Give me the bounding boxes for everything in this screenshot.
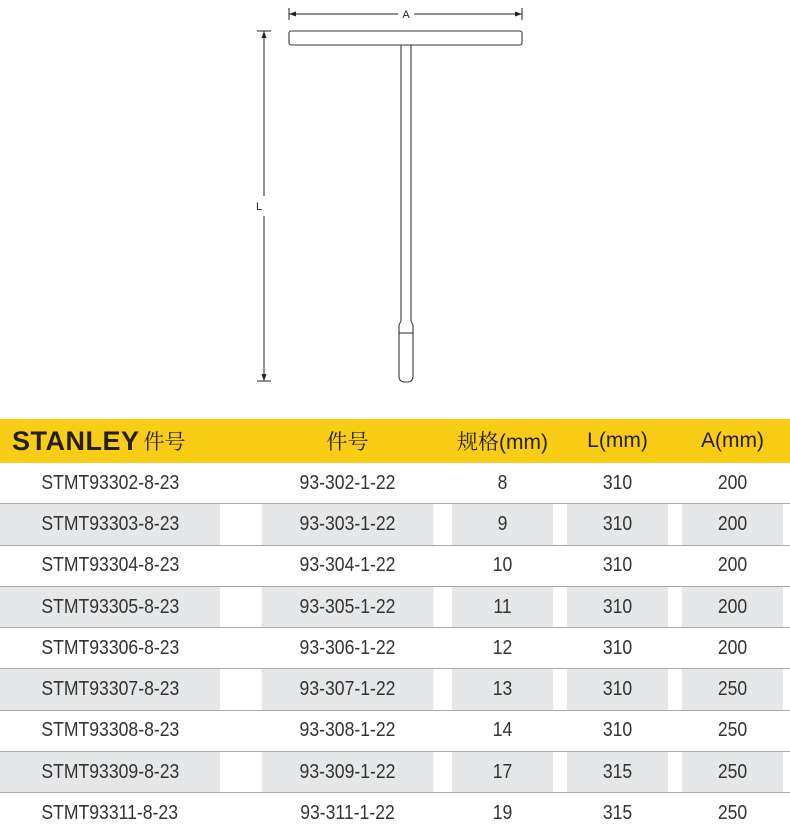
header-size: 规格(mm) — [445, 419, 560, 463]
cell-part-number: 93-303-1-22 — [262, 504, 434, 545]
cell-stanley-part-number: STMT93308-8-23 — [0, 710, 220, 751]
header-length: L(mm) — [560, 419, 675, 463]
cell-width: 200 — [682, 504, 783, 545]
cell-size: 8 — [452, 463, 553, 504]
cell-size: 10 — [452, 545, 553, 586]
cell-size: 17 — [452, 752, 553, 793]
table-row — [0, 463, 790, 504]
cell-width: 200 — [682, 545, 783, 586]
cell-width: 200 — [682, 586, 783, 627]
cell-size: 19 — [492, 802, 513, 825]
cell-width: 200 — [682, 628, 783, 669]
cell-part-number: 93-304-1-22 — [262, 545, 434, 586]
cell-stanley-part-number: STMT93305-8-23 — [0, 586, 220, 627]
cell-width: 250 — [682, 669, 783, 710]
table-row — [0, 628, 790, 669]
wrench-socket — [399, 321, 413, 382]
cell-part-number: 93-302-1-22 — [262, 463, 434, 504]
cell-stanley-part-number: STMT93307-8-23 — [0, 669, 220, 710]
cell-width: 250 — [682, 710, 783, 751]
table-row — [0, 504, 790, 545]
cell-size: 9 — [452, 504, 553, 545]
dimension-a-label: A — [402, 9, 410, 21]
table-body — [0, 463, 790, 834]
cell-part-number: 93-306-1-22 — [262, 628, 434, 669]
table-row — [0, 793, 790, 834]
header-width: A(mm) — [675, 419, 790, 463]
header-brand-part-number — [0, 419, 250, 463]
dimension-l-label: L — [256, 201, 263, 213]
spec-table — [0, 419, 790, 834]
table-row — [0, 545, 790, 586]
cell-length: 310 — [567, 710, 668, 751]
t-wrench-outline — [289, 31, 522, 382]
wrench-handle — [289, 31, 522, 45]
table-row — [0, 710, 790, 751]
cell-length: 310 — [567, 586, 668, 627]
cell-length: 310 — [567, 628, 668, 669]
cell-size: 13 — [452, 669, 553, 710]
cell-length: 315 — [602, 802, 633, 825]
cell-width: 250 — [682, 752, 783, 793]
cell-stanley-part-number: STMT93309-8-23 — [0, 752, 220, 793]
stanley-logo: STANLEY — [12, 425, 140, 456]
cell-size: 11 — [452, 586, 553, 627]
table-header-row — [0, 419, 790, 463]
cell-width: 200 — [682, 463, 783, 504]
cell-part-number: 93-307-1-22 — [262, 669, 434, 710]
table-row — [0, 586, 790, 627]
cell-stanley-part-number: STMT93304-8-23 — [0, 545, 220, 586]
t-wrench-diagram — [0, 0, 790, 400]
cell-stanley-part-number: STMT93311-8-23 — [41, 802, 178, 825]
cell-part-number: 93-308-1-22 — [262, 710, 434, 751]
wrench-shaft — [401, 45, 411, 321]
cell-stanley-part-number: STMT93303-8-23 — [0, 504, 220, 545]
cell-part-number: 93-311-1-22 — [300, 802, 395, 825]
cell-size: 14 — [452, 710, 553, 751]
cell-stanley-part-number: STMT93306-8-23 — [0, 628, 220, 669]
cell-length: 315 — [567, 752, 668, 793]
cell-width: 250 — [717, 802, 748, 825]
cell-part-number: 93-309-1-22 — [262, 752, 434, 793]
cell-length: 310 — [567, 545, 668, 586]
header-label-stanley-part: 件号 — [143, 431, 186, 454]
header-part-number: 件号 — [250, 419, 445, 463]
table-row — [0, 669, 790, 710]
table-row — [0, 752, 790, 793]
cell-length: 310 — [567, 669, 668, 710]
cell-length: 310 — [567, 504, 668, 545]
cell-stanley-part-number: STMT93302-8-23 — [0, 463, 220, 504]
cell-length: 310 — [567, 463, 668, 504]
cell-part-number: 93-305-1-22 — [262, 586, 434, 627]
cell-size: 12 — [452, 628, 553, 669]
